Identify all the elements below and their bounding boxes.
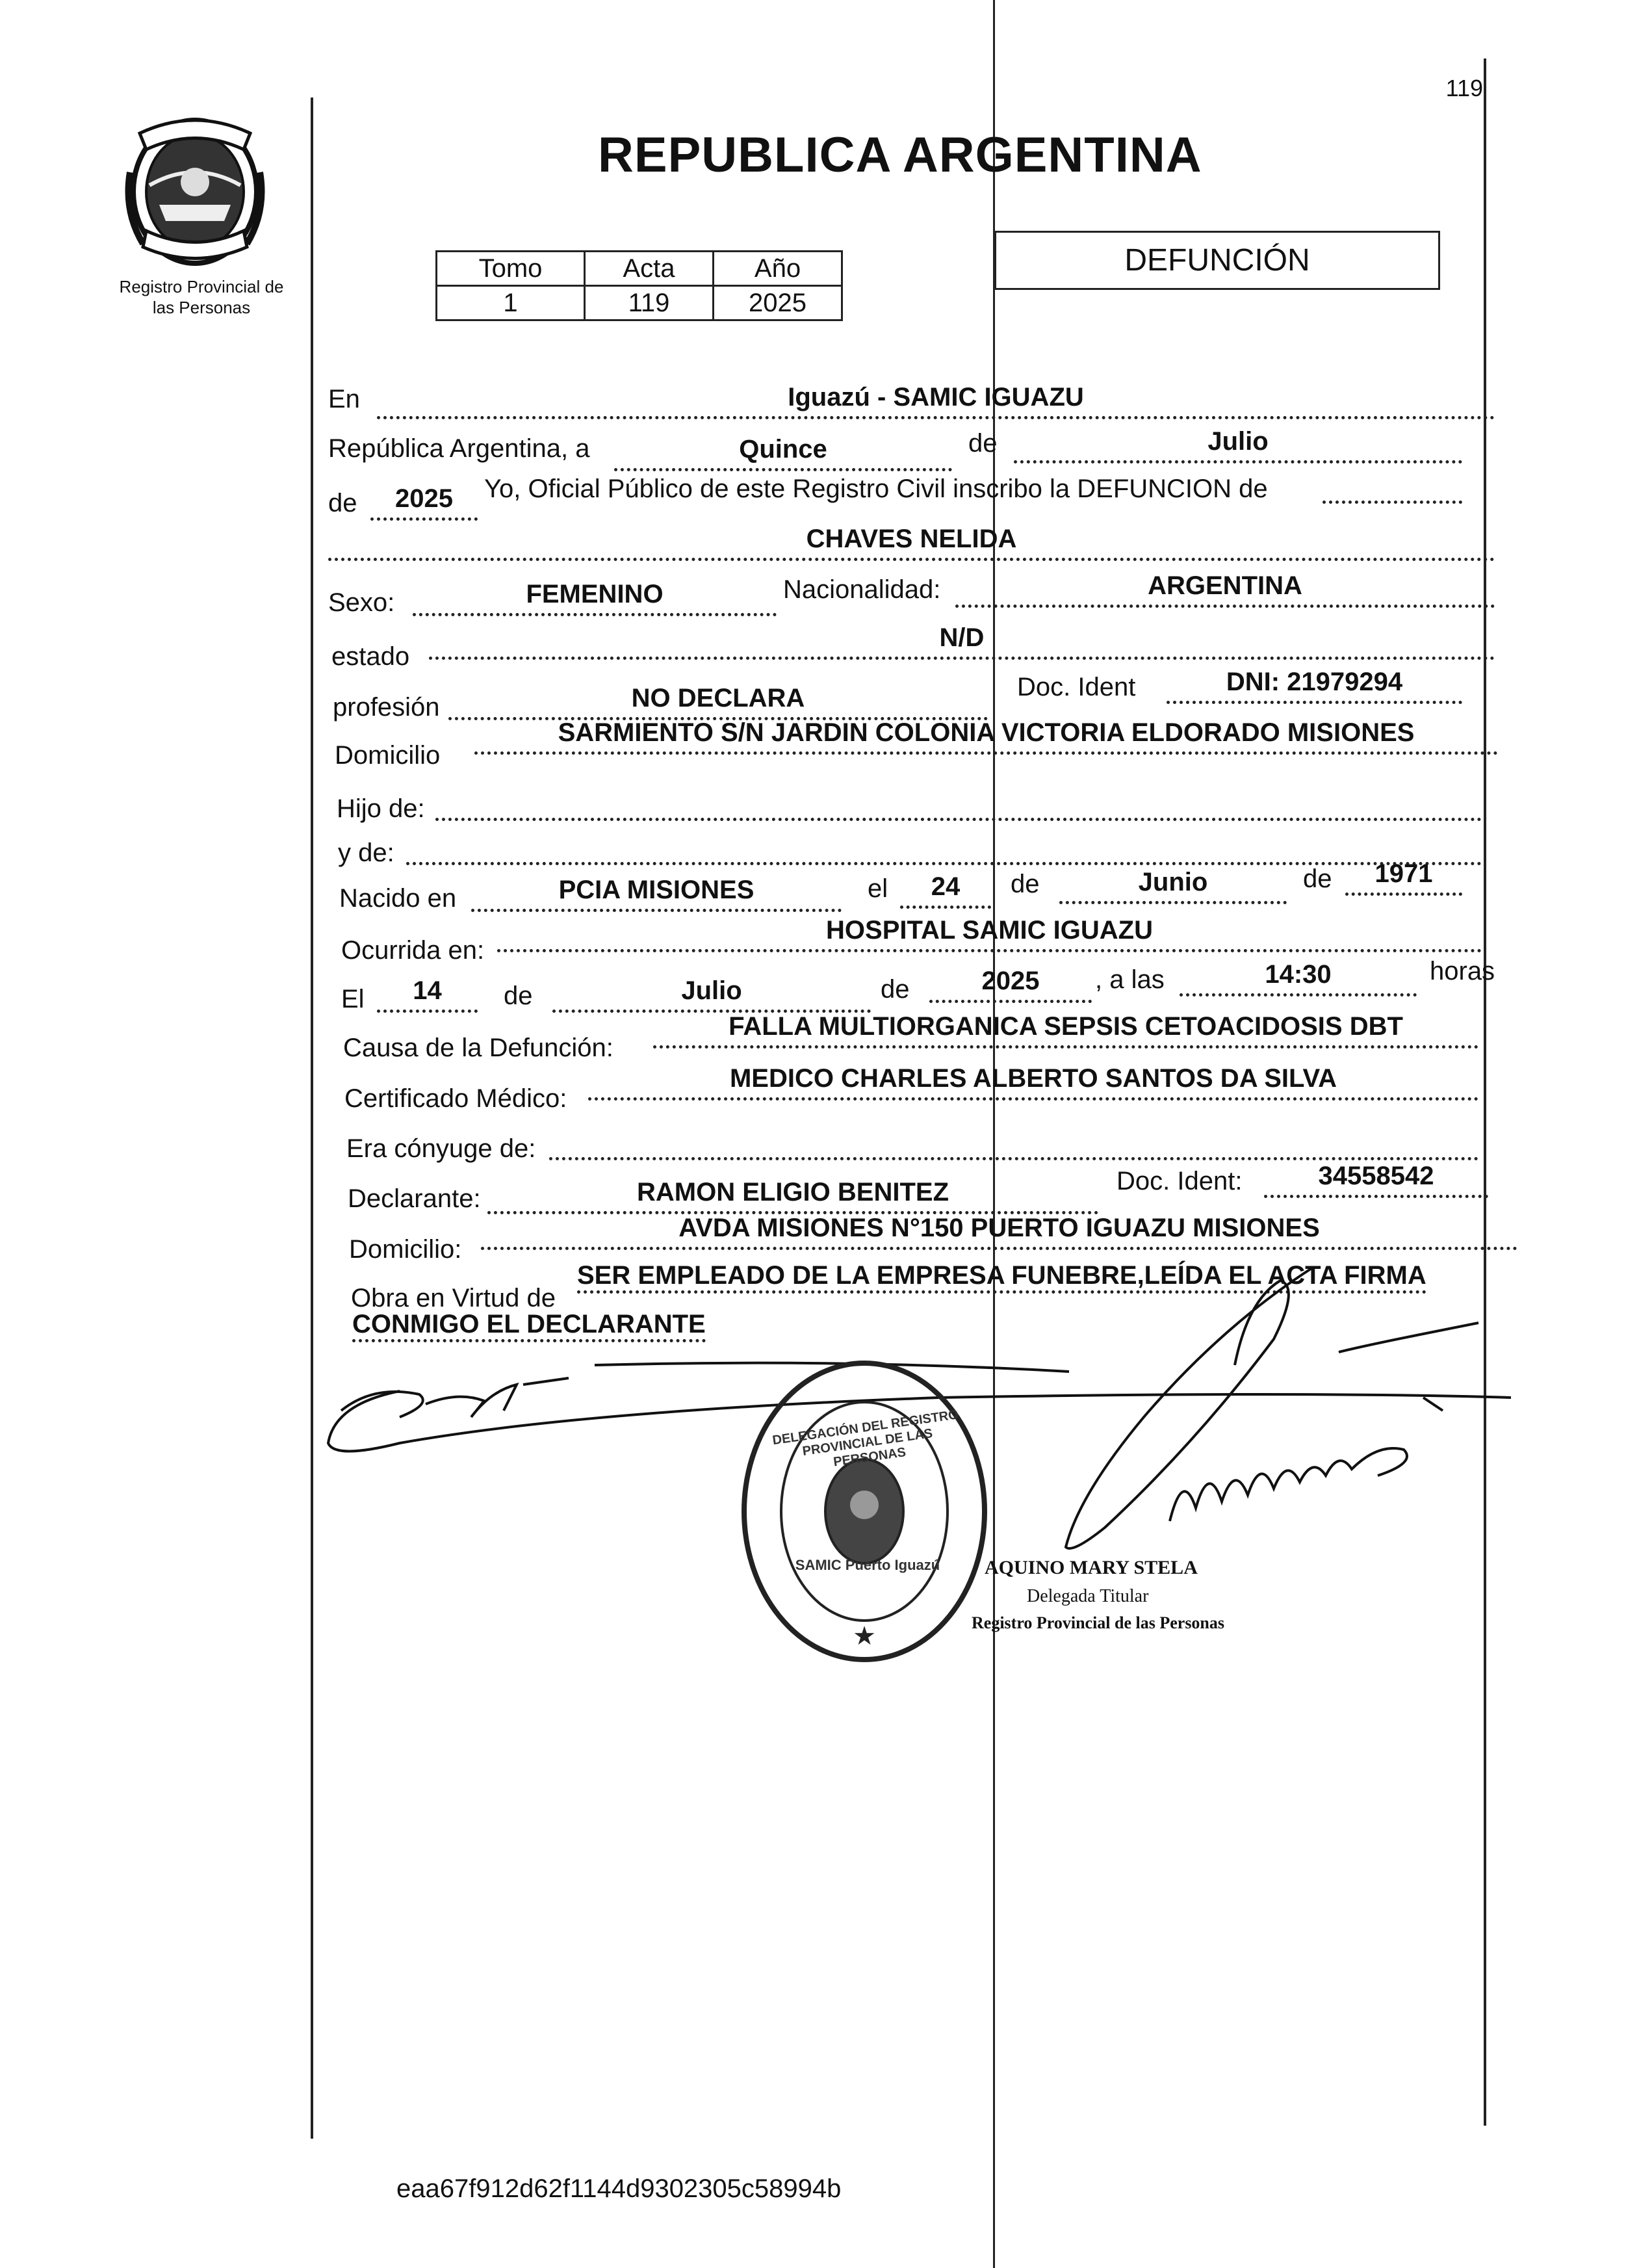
y-de-label: y de: bbox=[338, 839, 394, 867]
registry-seal-stamp bbox=[738, 1359, 991, 1664]
ocurrida-en-label: Ocurrida en: bbox=[341, 936, 485, 965]
nacido-en-field bbox=[471, 878, 842, 912]
declarante-label: Declarante: bbox=[348, 1184, 481, 1213]
de-label-1: de bbox=[968, 429, 998, 458]
declarante-value: RAMON ELIGIO BENITEZ bbox=[637, 1178, 949, 1206]
year-field bbox=[370, 486, 478, 521]
death-month-field bbox=[552, 978, 871, 1013]
table-header-tomo: Tomo bbox=[437, 252, 585, 286]
nacionalidad-value: ARGENTINA bbox=[1148, 571, 1302, 600]
doc-ident-value: DNI: 21979294 bbox=[1226, 668, 1403, 696]
en-field bbox=[377, 385, 1495, 419]
deceased-name-field bbox=[328, 527, 1495, 561]
domicilio-label: Domicilio bbox=[335, 741, 441, 770]
estado-value: N/D bbox=[939, 623, 985, 652]
certificado-value: MEDICO CHARLES ALBERTO SANTOS DA SILVA bbox=[729, 1064, 1337, 1093]
birth-de-label-2: de bbox=[1303, 865, 1332, 893]
en-label: En bbox=[328, 385, 360, 413]
death-de-label-2: de bbox=[881, 975, 910, 1004]
republica-label: República Argentina, a bbox=[328, 434, 590, 463]
birth-month-value: Junio bbox=[1138, 868, 1208, 896]
obra-value-line2: CONMIGO EL DECLARANTE bbox=[352, 1310, 706, 1342]
el-label: el bbox=[868, 874, 888, 903]
provincia-misiones-crest-logo bbox=[120, 107, 270, 273]
seal-text-top: DELEGACIÓN DEL REGISTRO PROVINCIAL DE LAS PERSONAS bbox=[771, 1407, 960, 1470]
profesion-field bbox=[448, 686, 988, 720]
official-name: AQUINO MARY STELA bbox=[985, 1557, 1198, 1578]
causa-field bbox=[653, 1014, 1478, 1049]
declarante-domicilio-value: AVDA MISIONES N°150 PUERTO IGUAZU MISIONES bbox=[678, 1214, 1320, 1242]
day-field bbox=[614, 437, 952, 471]
left-margin-line bbox=[311, 98, 313, 2139]
profesion-value: NO DECLARA bbox=[631, 684, 805, 712]
death-de-label-1: de bbox=[504, 982, 533, 1010]
death-year-value: 2025 bbox=[981, 967, 1040, 995]
sexo-value: FEMENINO bbox=[526, 580, 664, 608]
declarante-doc-value: 34558542 bbox=[1318, 1162, 1434, 1190]
death-day-field bbox=[377, 978, 478, 1013]
death-time-value: 14:30 bbox=[1265, 960, 1332, 989]
birth-month-field bbox=[1059, 870, 1287, 904]
el-death-label: El bbox=[341, 985, 365, 1013]
day-value: Quince bbox=[739, 435, 827, 463]
hijo-de-field bbox=[435, 787, 1482, 821]
table-value-ano: 2025 bbox=[714, 286, 842, 320]
table-value-tomo: 1 bbox=[437, 286, 585, 320]
nacionalidad-label: Nacionalidad: bbox=[783, 575, 941, 604]
birth-de-label-1: de bbox=[1011, 870, 1040, 898]
certificado-field bbox=[588, 1066, 1478, 1101]
year-value: 2025 bbox=[395, 484, 453, 513]
domicilio-value: SARMIENTO S/N JARDIN COLONIA VICTORIA ELDORADO MISIONES bbox=[558, 718, 1415, 747]
domicilio-field bbox=[474, 720, 1498, 755]
official-registry: Registro Provincial de las Personas bbox=[972, 1613, 1225, 1632]
table-header-acta: Acta bbox=[585, 252, 714, 286]
birth-day-value: 24 bbox=[931, 872, 961, 901]
certificado-label: Certificado Médico: bbox=[344, 1084, 567, 1113]
svg-text:★: ★ bbox=[853, 1621, 876, 1651]
death-month-value: Julio bbox=[681, 976, 742, 1005]
profesion-label: profesión bbox=[333, 693, 440, 722]
obra-value-line1: SER EMPLEADO DE LA EMPRESA FUNEBRE,LEÍDA EL ACTA FIRMA bbox=[577, 1261, 1426, 1294]
conyuge-field bbox=[549, 1126, 1478, 1160]
hijo-de-label: Hijo de: bbox=[337, 794, 425, 823]
birth-day-field bbox=[900, 874, 991, 909]
estado-label: estado bbox=[331, 642, 410, 671]
registry-caption bbox=[104, 276, 299, 318]
causa-value: FALLA MULTIORGANICA SEPSIS CETOACIDOSIS DBT bbox=[729, 1012, 1403, 1041]
y-de-field bbox=[406, 831, 1482, 865]
sexo-field bbox=[413, 582, 777, 616]
death-time-field bbox=[1180, 962, 1417, 997]
inscribo-text: Yo, Oficial Público de este Registro Civil inscribo la DEFUNCION de bbox=[484, 475, 1268, 503]
declarante-doc-field bbox=[1264, 1164, 1488, 1198]
birth-year-value: 1971 bbox=[1374, 859, 1433, 888]
nacido-en-value: PCIA MISIONES bbox=[558, 876, 755, 904]
de-label-2: de bbox=[328, 489, 357, 517]
official-signature bbox=[975, 1248, 1482, 1573]
tomo-acta-ano-table bbox=[435, 250, 843, 321]
registry-caption-line2: las Personas bbox=[152, 298, 251, 317]
doc-ident-label: Doc. Ident bbox=[1017, 673, 1136, 701]
document-hash: eaa67f912d62f1144d9302305c58994b bbox=[396, 2174, 842, 2203]
estado-field bbox=[429, 625, 1495, 660]
conyuge-label: Era cónyuge de: bbox=[346, 1134, 536, 1163]
ocurrida-en-value: HOSPITAL SAMIC IGUAZU bbox=[826, 916, 1153, 945]
table-value-acta: 119 bbox=[585, 286, 714, 320]
table-header-ano: Año bbox=[714, 252, 842, 286]
month-value: Julio bbox=[1207, 427, 1269, 456]
declarante-domicilio-label: Domicilio: bbox=[349, 1235, 462, 1264]
nacionalidad-field bbox=[955, 573, 1495, 608]
official-role: Delegada Titular bbox=[1027, 1586, 1149, 1606]
page-title: REPUBLICA ARGENTINA bbox=[598, 127, 1202, 183]
declarante-domicilio-field bbox=[481, 1216, 1517, 1250]
registry-caption-line1: Registro Provincial de bbox=[119, 277, 284, 296]
nacido-en-label: Nacido en bbox=[339, 884, 457, 913]
folio-number: 119 bbox=[1445, 75, 1483, 101]
right-margin-line bbox=[1484, 59, 1486, 2126]
sexo-label: Sexo: bbox=[328, 588, 395, 617]
seal-text-bottom: SAMIC Puerto Iguazú bbox=[795, 1557, 940, 1573]
month-field bbox=[1014, 429, 1462, 463]
horas-label: horas bbox=[1430, 957, 1495, 985]
inscribo-trailing-field bbox=[1323, 469, 1462, 504]
deceased-name-value: CHAVES NELIDA bbox=[806, 525, 1017, 553]
document-type-box: DEFUNCIÓN bbox=[994, 231, 1440, 290]
declarante-doc-label: Doc. Ident: bbox=[1116, 1167, 1243, 1195]
causa-label: Causa de la Defunción: bbox=[343, 1034, 613, 1062]
doc-ident-field bbox=[1167, 670, 1462, 704]
en-value: Iguazú - SAMIC IGUAZU bbox=[788, 383, 1084, 411]
declarante-field bbox=[487, 1180, 1098, 1214]
death-day-value: 14 bbox=[413, 976, 442, 1005]
a-las-label: , a las bbox=[1095, 965, 1165, 994]
ocurrida-en-field bbox=[497, 918, 1482, 952]
birth-year-field bbox=[1345, 861, 1462, 896]
death-year-field bbox=[929, 969, 1092, 1003]
obra-label: Obra en Virtud de bbox=[351, 1284, 556, 1312]
